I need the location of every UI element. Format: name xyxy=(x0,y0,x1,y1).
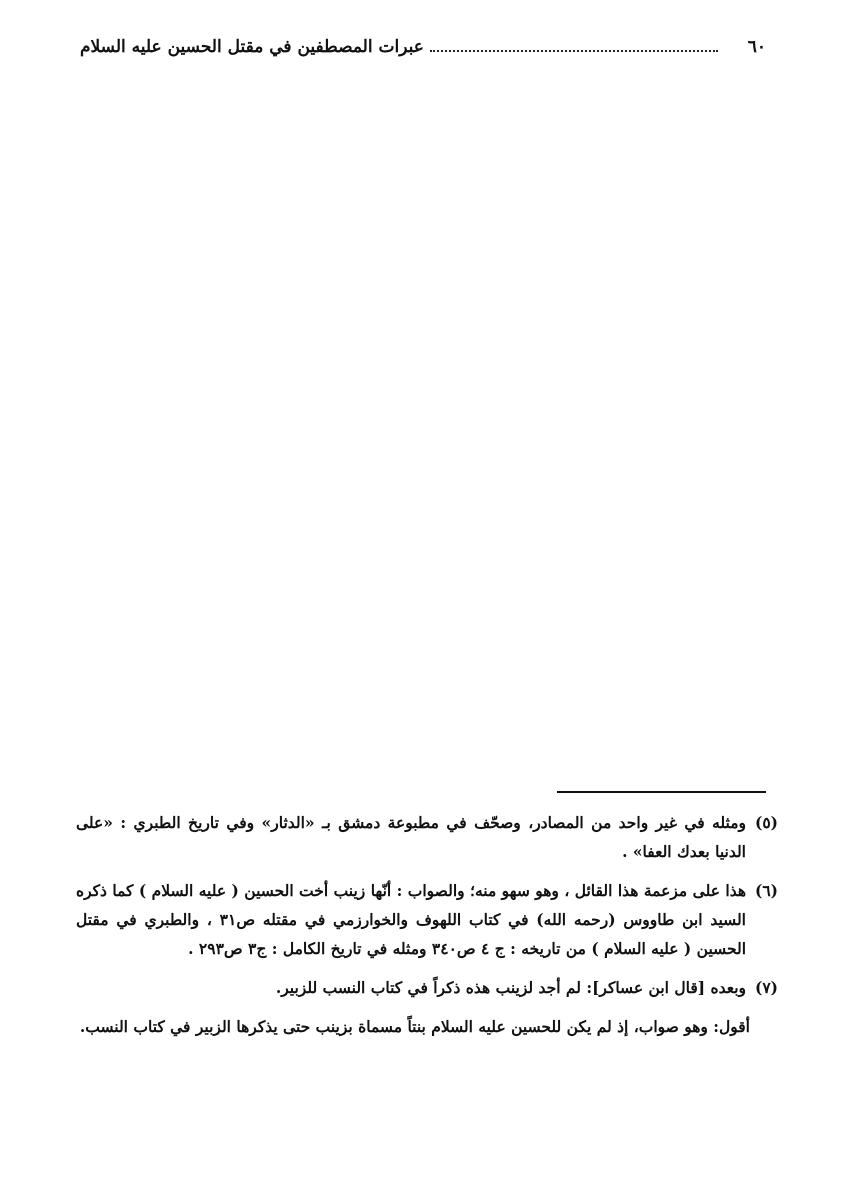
footnote-5 xyxy=(76,808,778,866)
footnote-number: (٧) xyxy=(754,978,778,997)
page-number: ٦٠ xyxy=(747,37,766,57)
closing-note: أقول: وهو صواب، إذ لم يكن للحسين عليه السلام بنتاً مسماة بزينب حتى يذكرها الزبير في كتاب النسب. xyxy=(79,1017,750,1036)
footnote-text: ومثله في غير واحد من المصادر، وصحّف في مطبوعة دمشق بـ «الدثار» وفي تاريخ الطبري : «على الدنيا بعدك العفا» . xyxy=(76,813,746,861)
running-header xyxy=(80,30,766,64)
footnote-number: (٦) xyxy=(754,881,778,900)
footnotes-section xyxy=(76,808,778,1051)
footnote-number: (٥) xyxy=(754,813,778,832)
footnote-separator xyxy=(557,791,766,793)
book-title: عبرات المصطفين في مقتل الحسين عليه السلام xyxy=(80,37,424,57)
header-dot-leader xyxy=(430,50,718,52)
footnote-text: هذا على مزعمة هذا القائل ، وهو سهو منه؛ والصواب : أنّها زينب أخت الحسين ( عليه السلام ) كما ذكره السيد ابن طاووس (رحمه الله) في كتاب اللهوف والخوارزمي في مقتله ص٣١ ، والطبري في مقتل الحسين ( عليه السلام ) من تاريخه : ج ٤ ص٣٤٠ ومثله في تاريخ الكامل : ج٣ ص٢٩٣ . xyxy=(76,881,746,958)
footnote-7 xyxy=(76,973,778,1002)
footnote-text: وبعده [قال ابن عساكر]: لم أجد لزينب هذه ذكراً في كتاب النسب للزبير. xyxy=(275,978,746,997)
footnote-6 xyxy=(76,876,778,963)
